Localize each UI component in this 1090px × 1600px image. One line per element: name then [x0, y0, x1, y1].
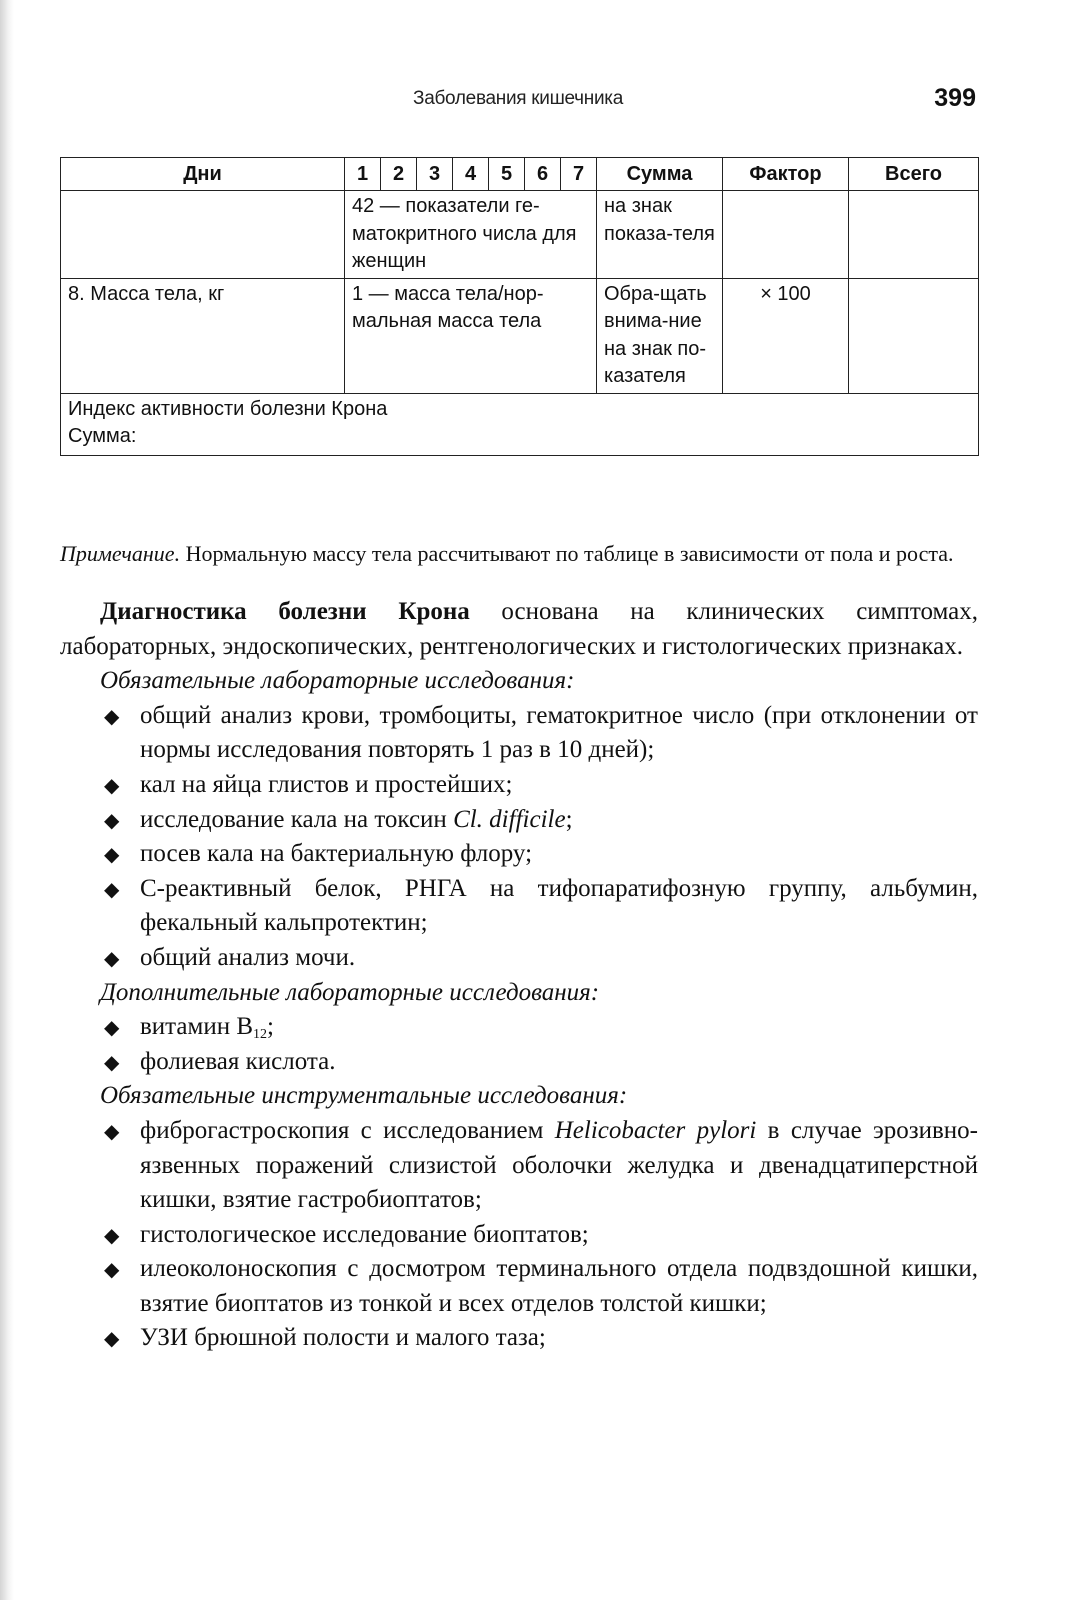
- list-item: ◆ илеоколоноскопия с досмотром терминального отдела подвздошной кишки, взятие биоптатов из тонкой и всех отделов толстой кишки;: [60, 1252, 978, 1321]
- table-row: [61, 191, 979, 279]
- table-row: [61, 278, 979, 393]
- running-title: Заболевания кишечника: [413, 88, 623, 109]
- additional-lab-list: [60, 1010, 978, 1079]
- bullet-diamond-icon: ◆: [104, 772, 120, 797]
- header-day-5: 5: [489, 158, 525, 191]
- section-title-mandatory-instrumental: Обязательные инструментальные исследования:: [100, 1082, 628, 1110]
- header-day-7: 7: [561, 158, 597, 191]
- bullet-diamond-icon: ◆: [104, 1326, 120, 1351]
- row-days-text: 1 — масса тела/нор-мальная масса тела: [345, 278, 597, 393]
- mandatory-lab-list: [60, 699, 978, 976]
- list-item: ◆ фолиевая кислота.: [60, 1045, 978, 1080]
- diagnosis-paragraph: [60, 595, 978, 664]
- header-day-4: 4: [453, 158, 489, 191]
- row-factor: × 100: [723, 278, 849, 393]
- bullet-diamond-icon: ◆: [104, 1049, 120, 1074]
- list-item: ◆ гистологическое исследование биоптатов;: [60, 1218, 978, 1253]
- page-shadow: [0, 0, 14, 1600]
- section-title-mandatory-lab: Обязательные лабораторные исследования:: [100, 667, 575, 695]
- header-day-1: 1: [345, 158, 381, 191]
- header-factor: Фактор: [723, 158, 849, 191]
- row-total: [849, 278, 979, 393]
- list-item: ◆ витамин $B_{12}$;: [60, 1010, 978, 1045]
- row-sum: на знак показа-теля: [597, 191, 723, 279]
- page-body: [60, 538, 978, 1356]
- note-label: Примечание.: [60, 541, 181, 566]
- mandatory-instrumental-list: [60, 1114, 978, 1356]
- page-header: [60, 84, 976, 118]
- header-day-3: 3: [417, 158, 453, 191]
- header-day-2: 2: [381, 158, 417, 191]
- list-item: ◆ кал на яйца глистов и простейших;: [60, 768, 978, 803]
- bullet-diamond-icon: ◆: [104, 807, 120, 832]
- table-header-row: [61, 158, 979, 191]
- row-sum: Обра-щать внима-ние на знак по-казателя: [597, 278, 723, 393]
- bullet-diamond-icon: ◆: [104, 1257, 120, 1282]
- row-factor: [723, 191, 849, 279]
- list-item: ◆ УЗИ брюшной полости и малого таза;: [60, 1321, 978, 1356]
- bullet-diamond-icon: ◆: [104, 1118, 120, 1143]
- bullet-diamond-icon: ◆: [104, 876, 120, 901]
- row-label: 8. Масса тела, кг: [61, 278, 345, 393]
- table-footer: [61, 393, 979, 455]
- page-number: 399: [934, 84, 976, 112]
- bullet-diamond-icon: ◆: [104, 1222, 120, 1247]
- activity-index-label: Индекс активности болезни Крона: [68, 397, 388, 420]
- table-note: [60, 538, 978, 569]
- diagnosis-heading: Диагностика болезни Крона: [100, 598, 470, 625]
- header-day-6: 6: [525, 158, 561, 191]
- list-item: ◆ фиброгастроскопия с исследованием Helicobacter pylori в случае эрозивно-язвенных поражений слизистой оболочки желудка и двенадцатиперстной кишки, взятие гастробиоптатов;: [60, 1114, 978, 1218]
- list-item: ◆ общий анализ мочи.: [60, 941, 978, 976]
- row-days-text: 42 — показатели ге-матокритного числа для женщин: [345, 191, 597, 279]
- header-total: Всего: [849, 158, 979, 191]
- bullet-diamond-icon: ◆: [104, 842, 120, 867]
- diagnosis-text: основана на клинических симптомах, лабораторных, эндоскопических, рентгенологических и гистологических признаках.: [60, 598, 978, 660]
- row-label: [61, 191, 345, 279]
- bullet-diamond-icon: ◆: [104, 945, 120, 970]
- table-footer-row: [61, 393, 979, 455]
- list-item: ◆ посев кала на бактериальную флору;: [60, 837, 978, 872]
- row-total: [849, 191, 979, 279]
- list-item: ◆ общий анализ крови, тромбоциты, гематокритное число (при отклонении от нормы исследования повторять 1 раз в 10 дней);: [60, 699, 978, 768]
- note-text: Нормальную массу тела рассчитывают по таблице в зависимости от пола и роста.: [180, 541, 954, 566]
- section-title-additional-lab: Дополнительные лабораторные исследования:: [100, 978, 600, 1006]
- header-days: Дни: [61, 158, 345, 191]
- list-item: ◆ исследование кала на токсин Cl. difficile;: [60, 803, 978, 838]
- header-sum: Сумма: [597, 158, 723, 191]
- bullet-diamond-icon: ◆: [104, 703, 120, 728]
- sum-label: Сумма:: [68, 425, 137, 447]
- list-item: ◆ С-реактивный белок, РНГА на тифопаратифозную группу, альбумин, фекальный кальпротектин;: [60, 872, 978, 941]
- bullet-diamond-icon: ◆: [104, 1015, 120, 1040]
- crohn-activity-table: [60, 157, 979, 456]
